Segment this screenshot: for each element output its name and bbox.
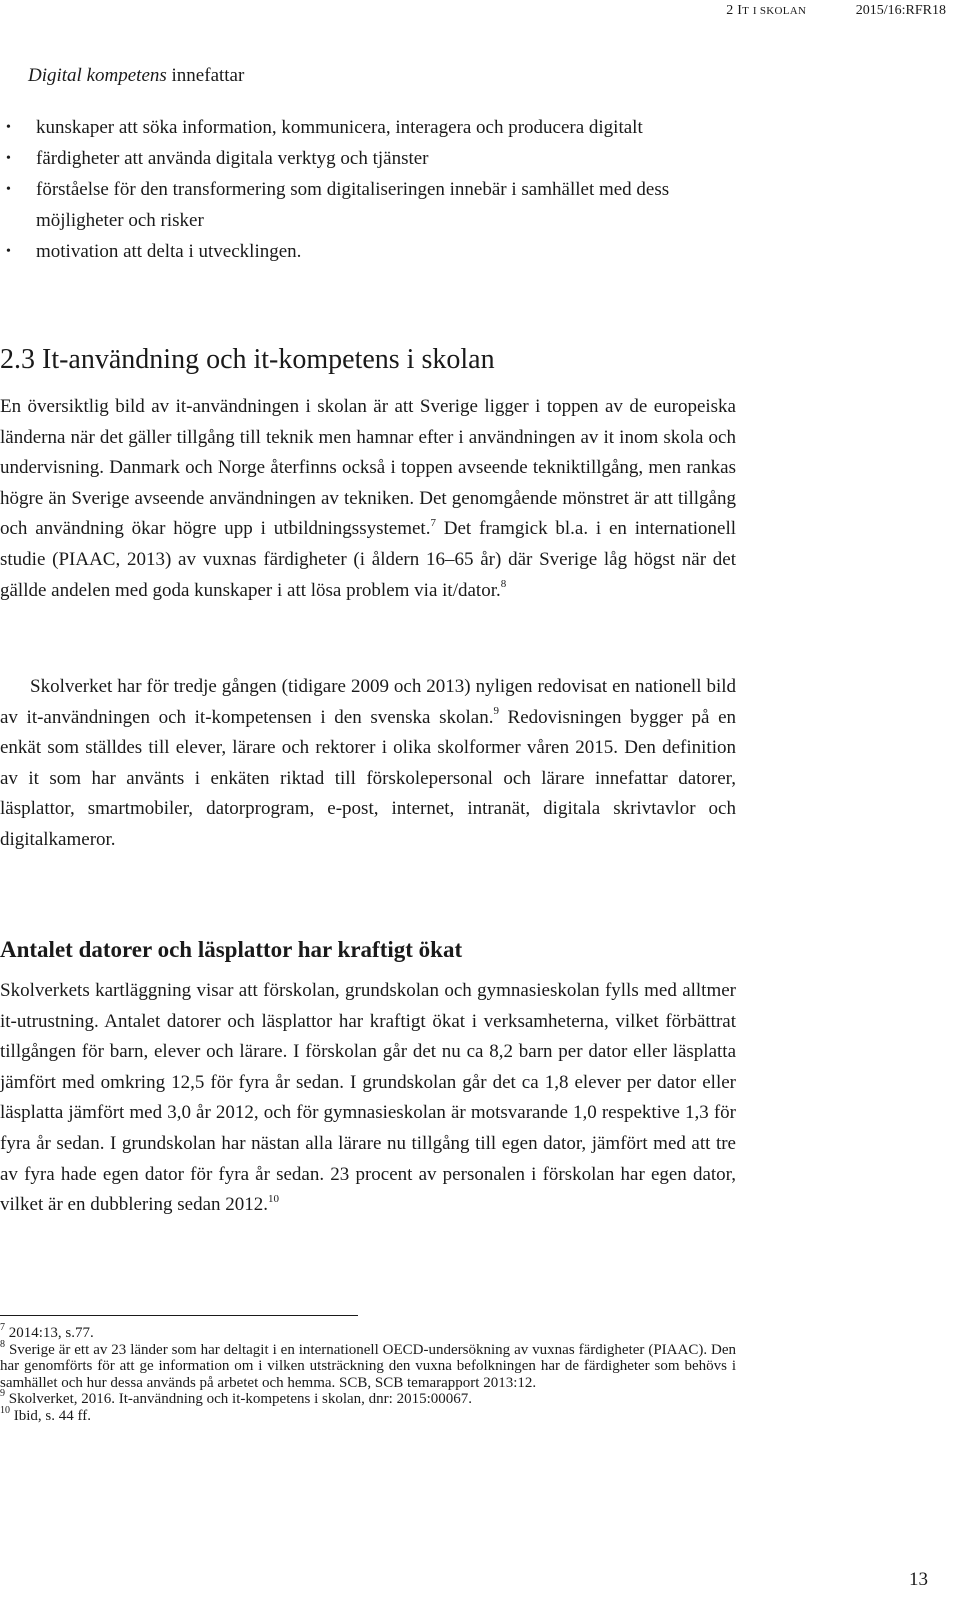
paragraph-text: En översiktlig bild av it-användningen i skolan är att Sverige ligger i toppen av de europeiska länderna när det gäller tillgång till teknik men hamnar efter i användningen av it inom skola och undervisning. Danmark och Norge återfinns också i toppen avseende tekniktillgång, men rankas högre än Sverige avseende användningen av tekniken. Det genomgående mönstret är att tillgång och användning ökar högre upp i utbildningssystemet. (0, 396, 736, 540)
footnote-text: Ibid, s. 44 ff. (13, 1407, 91, 1424)
footnote (0, 1388, 736, 1408)
section-heading: 2.3 It-användning och it-kompetens i skolan (0, 344, 495, 375)
footnote (0, 1322, 736, 1342)
footnote-reference[interactable]: 9 (493, 705, 499, 718)
section-paragraph-2 (0, 672, 736, 856)
footnote-number: 10 (0, 1404, 10, 1416)
footnote-divider (0, 1315, 358, 1316)
intro-line (28, 62, 244, 90)
footnote-text: 2014:13, s.77. (8, 1325, 94, 1341)
section-paragraph-1 (0, 392, 736, 606)
list-item (0, 112, 960, 143)
intro-emphasis: Digital kompetens (28, 65, 167, 86)
footnote-number: 9 (0, 1388, 5, 1399)
footnote-reference[interactable]: 7 (430, 517, 436, 530)
footnote-number: 7 (0, 1322, 5, 1333)
list-item-text: färdigheter att använda digitala verktyg och tjänster (36, 148, 429, 169)
subsection-paragraph (0, 976, 736, 1221)
header-document-id: 2015/16:RFR18 (855, 3, 946, 18)
footnote (0, 1404, 736, 1425)
paragraph-text: Redovisningen bygger på en enkät som ställdes till elever, lärare och rektorer i olika skolformer våren 2015. Den definition av it som har använts i enkäten riktad till förskolepersonal och lärare innefattar datorer, läsplattor, smartmobiler, datorprogram, e-post, internet, intranät, digitala skrivtavlor och digitalkameror. (0, 706, 737, 850)
intro-text: innefattar (166, 65, 245, 86)
footnote-text: Skolverket, 2016. It-användning och it-kompetens i skolan, dnr: 2015:00067. (8, 1391, 473, 1407)
bullet-icon: • (6, 151, 11, 166)
running-header (726, 0, 946, 22)
page-number: 13 (909, 1569, 928, 1590)
footnotes (0, 1322, 736, 1424)
list-item (0, 174, 960, 236)
paragraph-text: Skolverket har för tredje gången (tidigare 2009 och 2013) nyligen redovisat en nationell bild av it-användningen och it-kompetensen i den svenska skolan. (0, 676, 736, 728)
bullet-icon: • (6, 244, 11, 259)
list-item-text: förståelse för den transformering som digitaliseringen innebär i samhället med dess möjligheter och risker (36, 179, 670, 231)
footnote-text: Sverige är ett av 23 länder som har deltagit i en internationell OECD-undersökning av vuxnas färdigheter (PIAAC). Den har genomförts för att ge information om i vilken utsträckning den vuxna befolkningen har de färdigheter som behövs i samhället och hur dessa används på arbetet och hemma. SCB, SCB temarapport 2013:12. (0, 1341, 736, 1391)
list-item (0, 143, 960, 174)
footnote-reference[interactable]: 8 (500, 578, 507, 591)
list-item (0, 236, 960, 267)
footnote (0, 1338, 736, 1392)
paragraph-text: Skolverkets kartläggning visar att förskolan, grundskolan och gymnasieskolan fylls med alltmer it-utrustning. Antalet datorer och läsplattor har kraftigt ökat i verksamheterna, vilket förbättrat tillgången för barn, elever och lärare. I förskolan går det nu ca 8,2 barn per dator eller läsplatta jämfört med omkring 12,5 för fyra år sedan. I grundskolan går det ca 1,8 elever per dator eller läsplatta jämfört med 3,0 år 2012, och för gymnasieskolan är motsvarande 1,0 respektive 1,3 för fyra år sedan. I grundskolan har nästan alla lärare nu tillgång till egen dator, jämfört med att tre av fyra hade egen dator för fyra år sedan. 23 procent av personalen i förskolan har egen dator, vilket är en dubblering sedan 2012. (0, 980, 736, 1216)
footnote-number: 8 (0, 1338, 5, 1350)
footnote-reference[interactable]: 10 (268, 1192, 280, 1205)
list-item-text: motivation att delta i utvecklingen. (36, 241, 302, 262)
subsection-heading: Antalet datorer och läsplattor har kraftigt ökat (0, 937, 463, 962)
competence-bullet-list (0, 112, 960, 267)
paragraph-text: Det framgick bl.a. i en internationell studie (PIAAC, 2013) av vuxnas färdigheter (i åldern 16–65 år) där Sverige låg högst när det gällde andelen med goda kunskaper i att lösa problem via it/dator. (0, 518, 737, 601)
header-section-reference: 2 IT I SKOLAN (726, 3, 807, 18)
bullet-icon: • (6, 182, 11, 197)
list-item-text: kunskaper att söka information, kommunicera, interagera och producera digitalt (36, 117, 643, 138)
bullet-icon: • (6, 120, 11, 135)
